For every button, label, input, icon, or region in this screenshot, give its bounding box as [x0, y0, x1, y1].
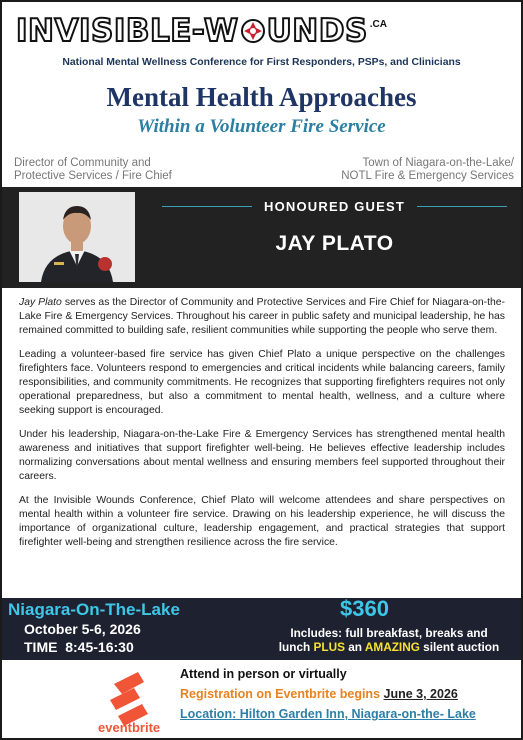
registration-section — [2, 660, 521, 738]
guest-organization — [302, 157, 514, 183]
includes-plus: PLUS — [313, 640, 345, 654]
registration-date: June 3, 2026 — [383, 687, 458, 701]
divider-left — [162, 206, 252, 207]
includes-an: an — [344, 640, 365, 654]
honoured-guest-label: HONOURED GUEST — [263, 199, 406, 214]
registration-text: Registration on Eventbrite begins — [180, 687, 384, 701]
includes-amazing: AMAZING — [364, 640, 420, 654]
time-label: TIME — [24, 639, 58, 655]
guest-photo — [19, 192, 135, 282]
registration-info — [180, 687, 458, 701]
honoured-guest-heading — [162, 199, 507, 214]
guest-role — [14, 157, 254, 183]
invisible-wounds-logo — [16, 12, 387, 50]
event-city: Niagara-On-The-Lake — [8, 600, 180, 619]
attend-mode: Attend in person or virtually — [180, 667, 347, 681]
bio-guest-name: Jay Plato — [19, 297, 62, 308]
header — [2, 2, 521, 68]
guest-org-line-1: Town of Niagara-on-the-Lake/ — [362, 157, 514, 169]
guest-portrait-icon — [19, 192, 135, 282]
event-price: $360 — [340, 596, 389, 621]
logo-text-left: INVISIBLE-W — [16, 13, 239, 49]
logo-suffix: .CA — [369, 18, 388, 30]
time-value: 8:45-16:30 — [65, 639, 134, 655]
includes-auction: silent auction — [419, 640, 500, 654]
event-details-bar — [2, 598, 521, 660]
tagline: National Mental Wellness Conference for First Responders, PSPs, and Clinicians — [62, 57, 461, 68]
guest-name: JAY PLATO — [275, 232, 394, 255]
includes-line-2 — [264, 640, 514, 654]
maltese-cross-icon — [241, 19, 265, 43]
guest-role-line-1: Director of Community and — [14, 157, 151, 169]
guest-org-line-2: NOTL Fire & Emergency Services — [341, 170, 514, 182]
event-dates: October 5-6, 2026 — [24, 621, 141, 637]
bio-paragraph-1-text: serves as the Director of Community and Protective Services and Fire Chief for Niagara-on-the-Lake Fire & Emergency Services. Throughout his career in public safety and municipal leadership, he has remained committed to building safe, resilient communities while supporting the people who serve them. — [19, 297, 505, 336]
divider-right — [417, 206, 507, 207]
guest-banner — [2, 187, 521, 288]
guest-bio — [19, 296, 505, 560]
bio-paragraph-4: At the Invisible Wounds Conference, Chief Plato will welcome attendees and share perspectives on mental health within a volunteer fire service. Drawing on his leadership experience, he will discuss the importance of organizational culture, leadership engagement, and practical strategies that support firefighter well-being and strengthen resilience across the fire service. — [19, 495, 505, 548]
bio-paragraph-3: Under his leadership, Niagara-on-the-Lake Fire & Emergency Services has strengthened mental health awareness and initiatives that support firefighter well-being. He believes effective leadership includes normalizing conversations about mental wellness and ensuring members feel supported throughout their careers. — [19, 429, 505, 482]
guest-role-line-2: Protective Services / Fire Chief — [14, 170, 172, 182]
event-location-link[interactable]: Location: Hilton Garden Inn, Niagara-on-the- Lake — [180, 707, 476, 721]
price-includes — [264, 626, 514, 654]
session-title: Mental Health Approaches — [106, 82, 417, 112]
session-subtitle: Within a Volunteer Fire Service — [137, 116, 386, 137]
event-time — [24, 639, 134, 655]
logo-text-right: UNDS — [266, 13, 368, 49]
eventbrite-wordmark: eventbrite — [98, 720, 161, 735]
includes-line-1: Includes: full breakfast, breaks and — [290, 626, 488, 640]
includes-lunch: lunch — [278, 640, 314, 654]
bio-paragraph-1 — [19, 296, 505, 338]
bio-paragraph-2: Leading a volunteer-based fire service has given Chief Plato a unique perspective on the challenges firefighters face. Volunteers respond to emergencies and critical incidents while balancing careers, family responsibilities, and community commitments. He recognizes that supporting firefighters requires not only operational preparedness, but also a commitment to mental health, wellness, and a culture where seeking support is encouraged. — [19, 349, 505, 416]
